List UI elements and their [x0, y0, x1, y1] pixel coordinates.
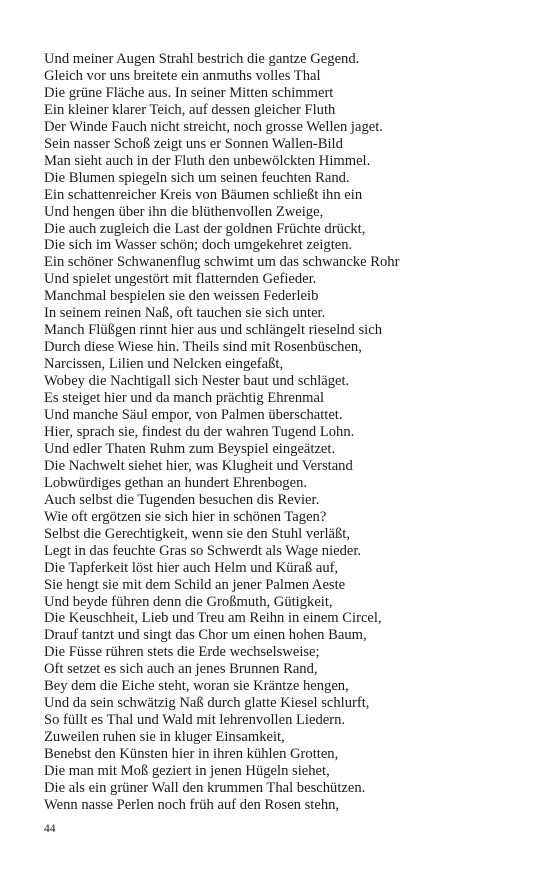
poem-line: Der Winde Fauch nicht streicht, noch grosse Wellen jaget.	[44, 118, 383, 135]
poem-line: Wenn nasse Perlen noch früh auf den Rosen stehn,	[44, 796, 340, 813]
poem-line: Und meiner Augen Strahl bestrich die gantze Gegend.	[44, 51, 360, 67]
poem-line: Selbst die Gerechtigkeit, wenn sie den Stuhl verläßt,	[44, 525, 350, 542]
poem-line: Die Keuschheit, Lieb und Treu am Reihn in einem Circel,	[44, 610, 382, 627]
poem-line: In seinem reinen Naß, oft tauchen sie sich unter.	[44, 305, 326, 322]
page-number: 44	[44, 823, 56, 835]
poem-line: Manch Flüßgen rinnt hier aus und schlängelt rieselnd sich	[44, 322, 383, 339]
poem-line: Durch diese Wiese hin. Theils sind mit Rosenbüschen,	[44, 339, 362, 356]
poem-line: Sie hengt sie mit dem Schild an jener Palmen Aeste	[44, 576, 346, 593]
poem-line: Ein kleiner klarer Teich, auf dessen gleicher Fluth	[44, 101, 336, 118]
poem-line: Und hengen über ihn die blüthenvollen Zweige,	[44, 203, 324, 220]
poem-line: Auch selbst die Tugenden besuchen dis Revier.	[44, 491, 320, 508]
poem-line: Zuweilen ruhen sie in kluger Einsamkeit,	[44, 729, 285, 746]
poem-line: Die Füsse rühren stets die Erde wechselsweise;	[44, 644, 320, 661]
poem-line: Die sich im Wasser schön; doch umgekehret zeigten.	[44, 237, 353, 254]
poem-line: Die auch zugleich die Last der goldnen Früchte drückt,	[44, 220, 366, 237]
poem-line: Die grüne Fläche aus. In seiner Mitten schimmert	[44, 84, 334, 101]
poem-line: Wie oft ergötzen sie sich hier in schönen Tagen?	[44, 508, 327, 525]
poem-line: Man sieht auch in der Fluth den unbewölckten Himmel.	[44, 152, 371, 169]
poem-line: Gleich vor uns breitete ein anmuths volles Thal	[44, 67, 321, 84]
poem-line: Lobwürdiges gethan an hundert Ehrenbogen.	[44, 474, 308, 491]
poem-line: Oft setzet es sich auch an jenes Brunnen Rand,	[44, 661, 318, 678]
poem-line: Die man mit Moß geziert in jenen Hügeln siehet,	[44, 763, 330, 780]
poem-line: Bey dem die Eiche steht, woran sie Kräntze hengen,	[44, 678, 349, 695]
poem-line: Drauf tantzt und singt das Chor um einen hohen Baum,	[44, 627, 367, 644]
poem-line: Sein nasser Schoß zeigt uns er Sonnen Wallen-Bild	[44, 135, 343, 152]
poem-line: Legt in das feuchte Gras so Schwerdt als Wage nieder.	[44, 542, 362, 559]
poem-line: Und da sein schwätzig Naß durch glatte Kiesel schlurft,	[44, 695, 370, 712]
poem-line: Und edler Thaten Ruhm zum Beyspiel eingeätzet.	[44, 440, 336, 457]
poem-line: Die als ein grüner Wall den krummen Thal beschützen.	[44, 779, 366, 796]
poem-line: Narcissen, Lilien und Nelcken eingefaßt,	[44, 356, 284, 373]
poem-line: Ein schöner Schwanenflug schwimt um das schwancke Rohr	[44, 254, 400, 271]
poem-line: Es steiget hier und da manch prächtig Ehrenmal	[44, 390, 325, 407]
poem-line: Ein schattenreicher Kreis von Bäumen schließt ihn ein	[44, 186, 363, 203]
poem-line: So füllt es Thal und Wald mit lehrenvollen Liedern.	[44, 712, 346, 729]
poem-line: Wobey die Nachtigall sich Nester baut und schläget.	[44, 373, 350, 390]
poem-line: Hier, sprach sie, findest du der wahren Tugend Lohn.	[44, 423, 355, 440]
poem-line: Manchmal bespielen sie den weissen Federleib	[44, 288, 319, 305]
poem-text-block	[44, 51, 514, 814]
poem-line: Und beyde führen denn die Großmuth, Gütigkeit,	[44, 593, 333, 610]
poem-line: Und spielet ungestört mit flatternden Gefieder.	[44, 271, 317, 288]
poem-line: Benebst den Künsten hier in ihren kühlen Grotten,	[44, 746, 339, 763]
poem-line: Die Blumen spiegeln sich um seinen feuchten Rand.	[44, 169, 350, 186]
poem-line: Die Nachwelt siehet hier, was Klugheit und Verstand	[44, 457, 353, 474]
poem-line: Die Tapferkeit löst hier auch Helm und Küraß auf,	[44, 559, 339, 576]
poem-line: Und manche Säul empor, von Palmen überschattet.	[44, 407, 343, 424]
